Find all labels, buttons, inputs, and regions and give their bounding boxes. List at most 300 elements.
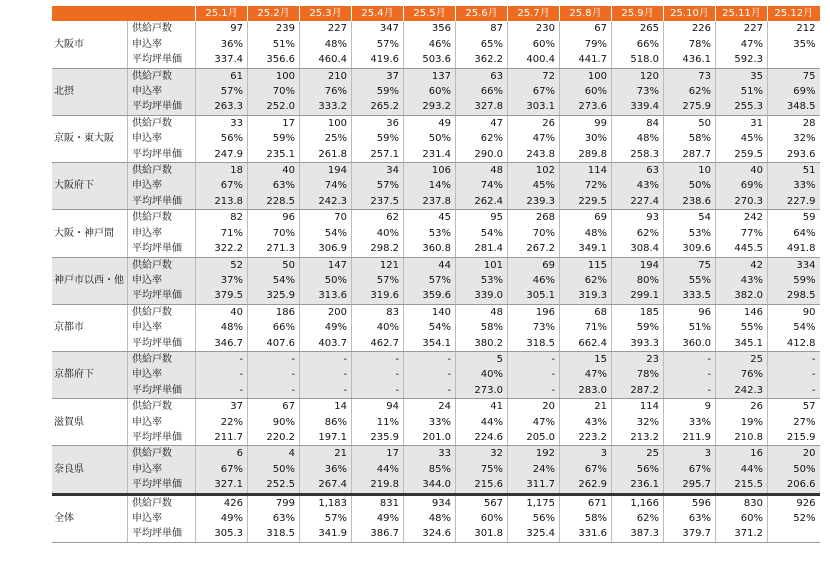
region-name: 京都市 bbox=[52, 304, 128, 351]
application-rate-cell: 47% bbox=[508, 131, 560, 146]
supply-count-cell: 41 bbox=[456, 399, 508, 415]
supply-count-cell: 831 bbox=[352, 494, 404, 511]
application-rate-cell: 71% bbox=[560, 320, 612, 335]
metric-label: 供給戸数 bbox=[128, 210, 196, 226]
metric-label: 申込率 bbox=[128, 226, 196, 241]
supply-count-cell: - bbox=[404, 351, 456, 367]
application-rate-cell: 44% bbox=[352, 462, 404, 477]
metric-label: 申込率 bbox=[128, 367, 196, 382]
avg-price-per-tsubo-cell: 306.9 bbox=[300, 241, 352, 257]
month-header: 25.11月 bbox=[716, 6, 768, 21]
application-rate-cell: 59% bbox=[768, 273, 820, 288]
avg-price-per-tsubo-cell: - bbox=[508, 383, 560, 399]
application-rate-cell: 51% bbox=[664, 320, 716, 335]
supply-count-cell: 44 bbox=[404, 257, 456, 273]
metric-label: 供給戸数 bbox=[128, 163, 196, 179]
metric-label: 申込率 bbox=[128, 84, 196, 99]
application-rate-cell: 36% bbox=[300, 462, 352, 477]
supply-count-cell: 17 bbox=[248, 115, 300, 131]
application-rate-cell: 55% bbox=[664, 273, 716, 288]
avg-price-per-tsubo-cell: 290.0 bbox=[456, 147, 508, 163]
avg-price-per-tsubo-cell: 252.0 bbox=[248, 99, 300, 115]
application-rate-cell: 85% bbox=[404, 462, 456, 477]
avg-price-per-tsubo-cell: 322.2 bbox=[196, 241, 248, 257]
application-rate-cell: 62% bbox=[612, 511, 664, 526]
supply-count-cell: 50 bbox=[248, 257, 300, 273]
application-rate-cell: 33% bbox=[768, 178, 820, 193]
application-rate-cell: 62% bbox=[612, 226, 664, 241]
region-name: 奈良県 bbox=[52, 446, 128, 494]
avg-price-per-tsubo-cell: 220.2 bbox=[248, 430, 300, 446]
month-header: 25.3月 bbox=[300, 6, 352, 21]
table-row bbox=[52, 99, 820, 115]
application-rate-cell: 77% bbox=[716, 226, 768, 241]
application-rate-cell: - bbox=[248, 367, 300, 382]
supply-count-cell: 51 bbox=[768, 163, 820, 179]
avg-price-per-tsubo-cell: 215.9 bbox=[768, 430, 820, 446]
supply-count-cell: 70 bbox=[300, 210, 352, 226]
metric-label: 平均坪単価 bbox=[128, 147, 196, 163]
application-rate-cell: 49% bbox=[300, 320, 352, 335]
header-row bbox=[52, 6, 820, 21]
supply-count-cell: 63 bbox=[612, 163, 664, 179]
supply-count-cell: - bbox=[352, 351, 404, 367]
supply-count-cell: 50 bbox=[664, 115, 716, 131]
metric-label: 平均坪単価 bbox=[128, 241, 196, 257]
table-row bbox=[52, 147, 820, 163]
supply-count-cell: 67 bbox=[560, 21, 612, 36]
avg-price-per-tsubo-cell: 224.6 bbox=[456, 430, 508, 446]
supply-count-cell: 18 bbox=[196, 163, 248, 179]
avg-price-per-tsubo-cell bbox=[768, 526, 820, 542]
region-name: 全体 bbox=[52, 494, 128, 542]
avg-price-per-tsubo-cell: 592.3 bbox=[716, 52, 768, 68]
avg-price-per-tsubo-cell: 206.6 bbox=[768, 477, 820, 494]
application-rate-cell: 72% bbox=[560, 178, 612, 193]
avg-price-per-tsubo-cell: 236.1 bbox=[612, 477, 664, 494]
supply-count-cell: 68 bbox=[560, 304, 612, 320]
table-row bbox=[52, 477, 820, 494]
supply-count-cell: 87 bbox=[456, 21, 508, 36]
avg-price-per-tsubo-cell: 319.3 bbox=[560, 288, 612, 304]
avg-price-per-tsubo-cell: - bbox=[768, 383, 820, 399]
avg-price-per-tsubo-cell: 229.5 bbox=[560, 194, 612, 210]
supply-count-cell: 33 bbox=[404, 446, 456, 462]
application-rate-cell: - bbox=[664, 367, 716, 382]
table-row bbox=[52, 288, 820, 304]
month-header: 25.1月 bbox=[196, 6, 248, 21]
application-rate-cell: 67% bbox=[664, 462, 716, 477]
supply-count-cell: 37 bbox=[196, 399, 248, 415]
avg-price-per-tsubo-cell: 344.0 bbox=[404, 477, 456, 494]
table-row bbox=[52, 52, 820, 68]
application-rate-cell: 69% bbox=[716, 178, 768, 193]
supply-count-cell: 17 bbox=[352, 446, 404, 462]
supply-count-cell: 62 bbox=[352, 210, 404, 226]
avg-price-per-tsubo-cell: 339.4 bbox=[612, 99, 664, 115]
supply-count-cell: 52 bbox=[196, 257, 248, 273]
supply-count-cell: 100 bbox=[560, 68, 612, 84]
avg-price-per-tsubo-cell: 333.2 bbox=[300, 99, 352, 115]
application-rate-cell: 54% bbox=[248, 273, 300, 288]
avg-price-per-tsubo-cell: 324.6 bbox=[404, 526, 456, 542]
application-rate-cell: 43% bbox=[612, 178, 664, 193]
avg-price-per-tsubo-cell: - bbox=[196, 383, 248, 399]
supply-count-cell: 194 bbox=[612, 257, 664, 273]
application-rate-cell: 30% bbox=[560, 131, 612, 146]
month-header: 25.8月 bbox=[560, 6, 612, 21]
avg-price-per-tsubo-cell: 403.7 bbox=[300, 336, 352, 352]
application-rate-cell: 47% bbox=[560, 367, 612, 382]
supply-count-cell: 23 bbox=[612, 351, 664, 367]
supply-count-cell: 567 bbox=[456, 494, 508, 511]
supply-count-cell: 140 bbox=[404, 304, 456, 320]
avg-price-per-tsubo-cell: 301.8 bbox=[456, 526, 508, 542]
supply-count-cell: 5 bbox=[456, 351, 508, 367]
supply-count-cell: 25 bbox=[716, 351, 768, 367]
application-rate-cell: 58% bbox=[560, 511, 612, 526]
avg-price-per-tsubo-cell: 662.4 bbox=[560, 336, 612, 352]
metric-label: 申込率 bbox=[128, 37, 196, 52]
supply-count-cell: 121 bbox=[352, 257, 404, 273]
application-rate-cell: 60% bbox=[508, 37, 560, 52]
avg-price-per-tsubo-cell: 349.1 bbox=[560, 241, 612, 257]
application-rate-cell: 32% bbox=[793, 133, 816, 145]
application-rate-cell: 32% bbox=[612, 415, 664, 430]
supply-count-cell: 115 bbox=[560, 257, 612, 273]
avg-price-per-tsubo-cell: 393.3 bbox=[612, 336, 664, 352]
supply-count-cell: 106 bbox=[404, 163, 456, 179]
month-header: 25.2月 bbox=[248, 6, 300, 21]
application-rate-cell: 63% bbox=[664, 511, 716, 526]
application-rate-cell: 63% bbox=[248, 178, 300, 193]
avg-price-per-tsubo-cell: 387.3 bbox=[612, 526, 664, 542]
avg-price-per-tsubo-cell: 205.0 bbox=[508, 430, 560, 446]
supply-count-cell: 96 bbox=[664, 304, 716, 320]
avg-price-per-tsubo-cell: 210.8 bbox=[716, 430, 768, 446]
supply-count-cell: 20 bbox=[768, 446, 820, 462]
avg-price-per-tsubo-cell: 201.0 bbox=[404, 430, 456, 446]
avg-price-per-tsubo-cell: 270.3 bbox=[716, 194, 768, 210]
avg-price-per-tsubo-cell: 436.1 bbox=[664, 52, 716, 68]
avg-price-per-tsubo-cell: 275.9 bbox=[664, 99, 716, 115]
application-rate-cell: 67% bbox=[196, 178, 248, 193]
application-rate-cell: 56% bbox=[508, 511, 560, 526]
supply-count-cell: 671 bbox=[560, 494, 612, 511]
supply-count-cell: 227 bbox=[300, 21, 352, 36]
supply-count-cell: 26 bbox=[508, 115, 560, 131]
application-rate-cell: 22% bbox=[196, 415, 248, 430]
avg-price-per-tsubo-cell: 237.5 bbox=[352, 194, 404, 210]
application-rate-cell: 53% bbox=[456, 273, 508, 288]
avg-price-per-tsubo-cell: 215.6 bbox=[456, 477, 508, 494]
table-row bbox=[52, 273, 820, 288]
application-rate-cell: 50% bbox=[404, 131, 456, 146]
header-blank-region bbox=[52, 6, 128, 21]
table-row bbox=[52, 351, 820, 367]
avg-price-per-tsubo-cell: 219.8 bbox=[352, 477, 404, 494]
avg-price-per-tsubo-cell: 242.3 bbox=[300, 194, 352, 210]
table-row bbox=[52, 84, 820, 99]
application-rate-cell: 60% bbox=[716, 511, 768, 526]
metric-label: 平均坪単価 bbox=[128, 194, 196, 210]
avg-price-per-tsubo-cell: 327.1 bbox=[196, 477, 248, 494]
supply-count-cell: 356 bbox=[404, 21, 456, 36]
application-rate-cell: 86% bbox=[300, 415, 352, 430]
metric-label: 申込率 bbox=[128, 273, 196, 288]
avg-price-per-tsubo-cell: 400.4 bbox=[508, 52, 560, 68]
supply-count-cell: 57 bbox=[802, 401, 816, 413]
avg-price-per-tsubo-cell: 308.4 bbox=[612, 241, 664, 257]
avg-price-per-tsubo-cell: 407.6 bbox=[248, 336, 300, 352]
avg-price-per-tsubo-cell: 243.8 bbox=[508, 147, 560, 163]
application-rate-cell: 76% bbox=[300, 84, 352, 99]
application-rate-cell: 59% bbox=[248, 131, 300, 146]
application-rate-cell: 75% bbox=[456, 462, 508, 477]
supply-count-cell: 54 bbox=[664, 210, 716, 226]
application-rate-cell: 70% bbox=[508, 226, 560, 241]
application-rate-cell: 54% bbox=[793, 322, 816, 334]
application-rate-cell: 50% bbox=[300, 273, 352, 288]
supply-count-cell: 93 bbox=[612, 210, 664, 226]
supply-count-cell: 1,166 bbox=[612, 494, 664, 511]
table-row bbox=[52, 37, 820, 52]
avg-price-per-tsubo-cell: 319.6 bbox=[352, 288, 404, 304]
table-row bbox=[52, 21, 820, 36]
supply-count-cell: 147 bbox=[300, 257, 352, 273]
supply-count-cell: 6 bbox=[196, 446, 248, 462]
application-rate-cell: 51% bbox=[248, 37, 300, 52]
application-rate-cell: 14% bbox=[404, 178, 456, 193]
supply-count-cell: 196 bbox=[508, 304, 560, 320]
application-rate-cell: 50% bbox=[664, 178, 716, 193]
metric-label: 平均坪単価 bbox=[128, 288, 196, 304]
application-rate-cell: 74% bbox=[456, 178, 508, 193]
application-rate-cell: 70% bbox=[248, 84, 300, 99]
table-row bbox=[52, 131, 820, 146]
avg-price-per-tsubo-cell: 237.8 bbox=[404, 194, 456, 210]
avg-price-per-tsubo-cell: 273.6 bbox=[560, 99, 612, 115]
application-rate-cell: 55% bbox=[716, 320, 768, 335]
metric-label: 供給戸数 bbox=[128, 304, 196, 320]
supply-count-cell: 21 bbox=[300, 446, 352, 462]
supply-count-cell: 102 bbox=[508, 163, 560, 179]
supply-count-cell: 120 bbox=[612, 68, 664, 84]
supply-count-cell: 75 bbox=[664, 257, 716, 273]
supply-count-cell: 100 bbox=[248, 68, 300, 84]
application-rate-cell: 57% bbox=[196, 84, 248, 99]
avg-price-per-tsubo-cell: 327.8 bbox=[456, 99, 508, 115]
metric-label: 供給戸数 bbox=[128, 68, 196, 84]
application-rate-cell: 56% bbox=[612, 462, 664, 477]
avg-price-per-tsubo-cell: 445.5 bbox=[716, 241, 768, 257]
metric-label: 供給戸数 bbox=[128, 21, 196, 36]
application-rate-cell: 57% bbox=[404, 273, 456, 288]
supply-count-cell: 146 bbox=[716, 304, 768, 320]
avg-price-per-tsubo-cell: 247.9 bbox=[196, 147, 248, 163]
avg-price-per-tsubo-cell: 287.2 bbox=[612, 383, 664, 399]
avg-price-per-tsubo-cell: 293.2 bbox=[404, 99, 456, 115]
month-header: 25.9月 bbox=[612, 6, 664, 21]
avg-price-per-tsubo-cell: 371.2 bbox=[716, 526, 768, 542]
application-rate-cell: 27% bbox=[793, 416, 816, 428]
supply-count-cell: 33 bbox=[196, 115, 248, 131]
application-rate-cell: 60% bbox=[404, 84, 456, 99]
supply-count-cell: 99 bbox=[560, 115, 612, 131]
month-header: 25.5月 bbox=[404, 6, 456, 21]
application-rate-cell: 40% bbox=[352, 320, 404, 335]
application-rate-cell: 74% bbox=[300, 178, 352, 193]
application-rate-cell: 69% bbox=[768, 84, 820, 99]
avg-price-per-tsubo-cell: 215.5 bbox=[716, 477, 768, 494]
month-header: 25.7月 bbox=[508, 6, 560, 21]
application-rate-cell: 46% bbox=[508, 273, 560, 288]
application-rate-cell: 47% bbox=[716, 37, 768, 52]
avg-price-per-tsubo-cell: 412.8 bbox=[768, 336, 820, 352]
table-row bbox=[52, 494, 820, 511]
application-rate-cell: 57% bbox=[300, 511, 352, 526]
avg-price-per-tsubo-cell: 267.2 bbox=[508, 241, 560, 257]
avg-price-per-tsubo-cell: 287.7 bbox=[664, 147, 716, 163]
metric-label: 供給戸数 bbox=[128, 115, 196, 131]
metric-label: 申込率 bbox=[128, 320, 196, 335]
avg-price-per-tsubo-cell: 267.4 bbox=[300, 477, 352, 494]
supply-count-cell: 63 bbox=[456, 68, 508, 84]
region-name: 京都府下 bbox=[52, 351, 128, 398]
avg-price-per-tsubo-cell: 211.9 bbox=[664, 430, 716, 446]
metric-label: 申込率 bbox=[128, 462, 196, 477]
avg-price-per-tsubo-cell bbox=[768, 52, 820, 68]
application-rate-cell: 67% bbox=[560, 462, 612, 477]
avg-price-per-tsubo-cell: 491.8 bbox=[768, 241, 820, 257]
avg-price-per-tsubo-cell: 339.0 bbox=[456, 288, 508, 304]
supply-count-cell: 40 bbox=[716, 163, 768, 179]
supply-count-cell: 185 bbox=[612, 304, 664, 320]
avg-price-per-tsubo-cell: 313.6 bbox=[300, 288, 352, 304]
metric-label: 供給戸数 bbox=[128, 494, 196, 511]
avg-price-per-tsubo-cell: 293.6 bbox=[768, 147, 820, 163]
avg-price-per-tsubo-cell: 197.1 bbox=[300, 430, 352, 446]
avg-price-per-tsubo-cell: 281.4 bbox=[456, 241, 508, 257]
application-rate-cell: 19% bbox=[716, 415, 768, 430]
supply-count-cell: 1,183 bbox=[300, 494, 352, 511]
supply-count-cell: 100 bbox=[300, 115, 352, 131]
supply-count-cell: 926 bbox=[768, 494, 820, 511]
application-rate-cell: - bbox=[404, 367, 456, 382]
region-name: 滋賀県 bbox=[52, 399, 128, 446]
supply-count-cell: 35 bbox=[716, 68, 768, 84]
application-rate-cell: 54% bbox=[456, 226, 508, 241]
table-row bbox=[52, 336, 820, 352]
metric-label: 供給戸数 bbox=[128, 257, 196, 273]
application-rate-cell: 50% bbox=[768, 462, 820, 477]
avg-price-per-tsubo-cell: 345.1 bbox=[716, 336, 768, 352]
table-row bbox=[52, 210, 820, 226]
supply-count-cell: 94 bbox=[352, 399, 404, 415]
supply-count-cell: 61 bbox=[196, 68, 248, 84]
application-rate-cell: 64% bbox=[793, 227, 816, 239]
supply-count-cell: 25 bbox=[612, 446, 664, 462]
avg-price-per-tsubo-cell: 318.5 bbox=[248, 526, 300, 542]
table-row bbox=[52, 241, 820, 257]
supply-count-cell: 69 bbox=[508, 257, 560, 273]
supply-count-cell: 210 bbox=[300, 68, 352, 84]
avg-price-per-tsubo-cell: 362.2 bbox=[456, 52, 508, 68]
application-rate-cell: 62% bbox=[560, 273, 612, 288]
supply-count-cell: 59 bbox=[802, 212, 816, 224]
avg-price-per-tsubo-cell: 273.0 bbox=[456, 383, 508, 399]
month-header: 25.4月 bbox=[352, 6, 404, 21]
avg-price-per-tsubo-cell: - bbox=[352, 383, 404, 399]
avg-price-per-tsubo-cell: 341.9 bbox=[300, 526, 352, 542]
table-row bbox=[52, 446, 820, 462]
table-row bbox=[52, 68, 820, 84]
application-rate-cell: - bbox=[352, 367, 404, 382]
condo-market-table bbox=[52, 6, 820, 543]
application-rate-cell: 37% bbox=[196, 273, 248, 288]
application-rate-cell: 73% bbox=[612, 84, 664, 99]
supply-count-cell: 200 bbox=[300, 304, 352, 320]
avg-price-per-tsubo-cell: 331.6 bbox=[560, 526, 612, 542]
application-rate-cell: 59% bbox=[612, 320, 664, 335]
supply-count-cell: 194 bbox=[300, 163, 352, 179]
application-rate-cell: 57% bbox=[352, 37, 404, 52]
application-rate-cell: 63% bbox=[248, 511, 300, 526]
supply-count-cell: 21 bbox=[560, 399, 612, 415]
application-rate-cell: 40% bbox=[456, 367, 508, 382]
metric-label: 平均坪単価 bbox=[128, 430, 196, 446]
supply-count-cell: 97 bbox=[196, 21, 248, 36]
month-header: 25.12月 bbox=[768, 6, 820, 21]
application-rate-cell: 49% bbox=[352, 511, 404, 526]
avg-price-per-tsubo-cell: 223.2 bbox=[560, 430, 612, 446]
application-rate-cell: 62% bbox=[456, 131, 508, 146]
avg-price-per-tsubo-cell: 356.6 bbox=[248, 52, 300, 68]
table-row bbox=[52, 367, 820, 382]
application-rate-cell: 25% bbox=[300, 131, 352, 146]
supply-count-cell: 15 bbox=[560, 351, 612, 367]
supply-count-cell: 101 bbox=[456, 257, 508, 273]
supply-count-cell: 42 bbox=[716, 257, 768, 273]
avg-price-per-tsubo-cell: 235.9 bbox=[352, 430, 404, 446]
supply-count-cell: 596 bbox=[664, 494, 716, 511]
avg-price-per-tsubo-cell: 419.6 bbox=[352, 52, 404, 68]
region-name: 京阪・東大阪 bbox=[52, 115, 128, 162]
metric-label: 申込率 bbox=[128, 511, 196, 526]
market-data-table-container bbox=[52, 6, 820, 543]
supply-count-cell: - bbox=[248, 351, 300, 367]
avg-price-per-tsubo-cell: 460.4 bbox=[300, 52, 352, 68]
avg-price-per-tsubo-cell: 518.0 bbox=[612, 52, 664, 68]
application-rate-cell: 73% bbox=[508, 320, 560, 335]
application-rate-cell: 35% bbox=[793, 38, 816, 50]
supply-count-cell: 37 bbox=[352, 68, 404, 84]
supply-count-cell: 47 bbox=[456, 115, 508, 131]
supply-count-cell: 48 bbox=[456, 304, 508, 320]
avg-price-per-tsubo-cell: 325.4 bbox=[508, 526, 560, 542]
supply-count-cell: 226 bbox=[664, 21, 716, 36]
application-rate-cell: 47% bbox=[508, 415, 560, 430]
avg-price-per-tsubo-cell: 265.2 bbox=[352, 99, 404, 115]
table-row bbox=[52, 526, 820, 542]
application-rate-cell: 65% bbox=[456, 37, 508, 52]
region-name: 大阪・神戸間 bbox=[52, 210, 128, 257]
application-rate-cell: 71% bbox=[196, 226, 248, 241]
application-rate-cell: 57% bbox=[352, 178, 404, 193]
application-rate-cell: 78% bbox=[664, 37, 716, 52]
application-rate-cell: 53% bbox=[404, 226, 456, 241]
supply-count-cell: 3 bbox=[560, 446, 612, 462]
